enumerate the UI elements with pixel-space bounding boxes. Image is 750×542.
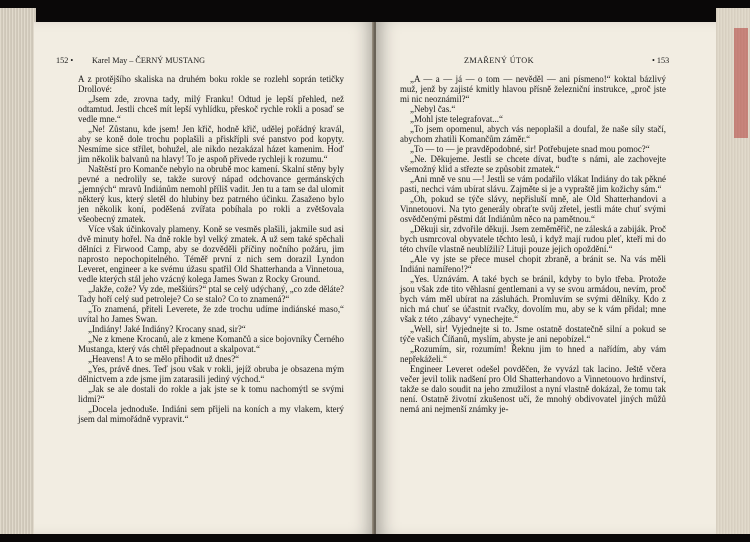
- left-running-head: Karel May – ČERNÝ MUSTANG: [92, 56, 206, 65]
- right-running-head: ZMAŘENÝ ÚTOK: [464, 56, 534, 65]
- paragraph: „Ale vy jste se přece musel chopit zbraně, a bránit se. Na vás měli Indiáni namířeno!?“: [400, 254, 666, 274]
- paragraph: „Ne. Děkujeme. Jestli se chcete dívat, buďte s námi, ale zachovejte všemožný klid a střezte se způsobit zmatek.“: [400, 154, 666, 174]
- paragraph: „Jsem zde, zrovna tady, milý Franku! Odtud je lepší přehled, než odtamtud. Jestli chceš mít lepší vyhlídku, přeskoč rychle rokli a posaď se vedle mne.“: [78, 94, 344, 124]
- paragraph: „Děkuji sir, zdvořile děkuji. Jsem zeměměřič, ne záleská a zabiják. Proč bych usmrcoval obyvatele těchto lesů, i když mají rudou pleť, kteří mi do této chvíle vlastně neublížili? Lituji pouze jejich opoždění.“: [400, 224, 666, 254]
- paragraph: „A — a — já — o tom — nevěděl — ani písmeno!“ koktal bázlivý muž, jenž by zajisté kmitly hlavou přísně železniční instrukce, „proč jste mi nic neoznámil?“: [400, 74, 666, 104]
- paragraph: „Ne z kmene Krocanů, ale z kmene Komančů a sice bojovníky Černého Mustanga, který vás chtěl přepadnout a skalpovat.“: [78, 334, 344, 354]
- right-page: [376, 22, 716, 534]
- paragraph: „To jsem opomenul, abych vás nepoplašil a doufal, že naše síly stačí, abychom zhatili Komančům záměr.“: [400, 124, 666, 144]
- paragraph: „To — to — je pravděpodobné, sir! Potřebujete snad mou pomoc?“: [410, 144, 650, 154]
- paragraph: Více však účinkovaly plameny. Koně se vesměs plašili, jakmile sud asi dvě minuty hořel. Na dně rokle byl velký zmatek. A už sem také spěchali dělníci z Firwood Camp, aby se dozvěděli příčiny nočního požáru, jim naprosto nepochopitelného. Téměř první z nich sem dorazil Lyndon Leveret, engineer a ke svému úžasu spatřil Old Shatterhanda a Vinnetoua, vedle kterých stál jeho vzácný kolega James Swan z Rocky Ground.: [78, 224, 344, 284]
- paragraph: „Ne! Zůstanu, kde jsem! Jen křič, hodně křič, udělej pořádný kravál, aby se koně dole trochu poplašili a přiskřípli své panstvo pod kopyty. Nesmíme sice střílet, bohužel, ale nikdo nezakázal házet kamenim. Hoď jim několik balvanů na hlavy! To je aspoň přivede rychleji k rozumu.“: [78, 124, 344, 164]
- paragraph: Naštěstí pro Komanče nebylo na obrubě moc kamení. Skalní stěny byly pevné a nedrolily se, takže surový nápad odchovance germánských „jemných“ mravů Indiánům nemohl příliš vadit. Jen tu a tam se dal ulomit některý kus, který sletěl do hlubiny bez patrného účinku. Zasaženo bylo jen několik koní, poděšená zvířata pobíhala po rokli a zvětšovala všeobecný zmatek.: [78, 164, 344, 224]
- paragraph: A z protějšího skaliska na druhém boku rokle se rozlehl soprán tetičky Drollové:: [78, 74, 344, 94]
- left-page-number: 152 •: [56, 56, 74, 65]
- paragraph: „Jak se ale dostali do rokle a jak jste se k tomu nachomýtl se svými lidmi?“: [78, 384, 344, 404]
- paragraph: „Nebyl čas.“: [410, 104, 456, 114]
- paragraph: „Well, sir! Vyjednejte si to. Jsme ostatně dostatečně silní a pokud se týče vašich Číňanů, myslím, abyste je ani nepobízel.“: [400, 324, 666, 344]
- paragraph: „Oh, pokud se týče slávy, nepřisluší mně, ale Old Shatterhandovi a Vinnetouovi. Na tyto generály obraťte svůj zřetel, jestli máte chuť svými osvědčenými pěstmi dát Indiánům něco na pamětnou.“: [400, 194, 666, 224]
- left-page-edges: [0, 8, 36, 534]
- paragraph: „Yes. Uznávám. A také bych se bránil, kdyby to bylo třeba. Protože jsou však zde tito věhlasní gentlemani a vy se svou armádou, nevím, proč bych vám měl ubírat na zásluhách. Promluvím se svými dělníky. Kdo z nich má chuť se účastnit rvačky, dovolím mu, aby se k vám přidal; mne však z této ‚zábavy‘ vynechejte.“: [400, 274, 666, 324]
- page-edge-tint: [734, 28, 748, 138]
- paragraph: „To znamená, přiteli Leverete, že zde trochu udíme indiánské maso,“ uvítal ho James Swan.: [78, 304, 344, 324]
- right-page-edges: [716, 8, 750, 534]
- paragraph: Engineer Leveret odešel povděčen, že vyvázl tak lacino. Ještě včera večer jevil tolik nadšení pro Old Shatterhandovo a Vinnetouovo hrdinství, takže se dalo soudit na jeho zmužilost a nyní vlastně dokázal, že tomu tak není. Ostatně životní zkušenost učí, že mnohý obdivovatel jiných můžů nemá ani nejmenší známky je-: [400, 364, 666, 414]
- paragraph: „Rozumím, sir, rozumím! Řeknu jim to hned a nařídím, aby vám nepřekáželi.“: [400, 344, 666, 364]
- paragraph: „Yes, právě dnes. Teď jsou však v rokli, jejíž obruba je obsazena mým dělnictvem a zde jsme jim zatarasili jediný východ.“: [78, 364, 344, 384]
- paragraph: „Jakže, cože? Vy zde, meššiúrs?“ ptal se celý udýchaný, „co zde děláte? Tady hoří celý sud petroleje? Co se stalo? Co to znamená?“: [78, 284, 344, 304]
- paragraph: „Docela jednoduše. Indiáni sem přijeli na koních a my vlakem, který jsem dal mimořádně vypravit.“: [78, 404, 344, 424]
- left-page: [34, 22, 374, 534]
- paragraph: „Mohl jste telegrafovat...“: [410, 114, 503, 124]
- left-page-text: [78, 74, 344, 424]
- paragraph: „Indiány! Jaké Indiány? Krocany snad, sir?“: [88, 324, 246, 334]
- right-page-text: [400, 74, 666, 414]
- right-page-number: • 153: [652, 56, 670, 65]
- paragraph: „Ani mně ve snu —! Jestli se vám podařilo vlákat Indiány do tak pěkné pasti, nechci vám ubírat slávu. Zajměte si je a vypraště jim kožichy sám.“: [400, 174, 666, 194]
- paragraph: „Heavens! A to se mělo přihodit už dnes?“: [88, 354, 240, 364]
